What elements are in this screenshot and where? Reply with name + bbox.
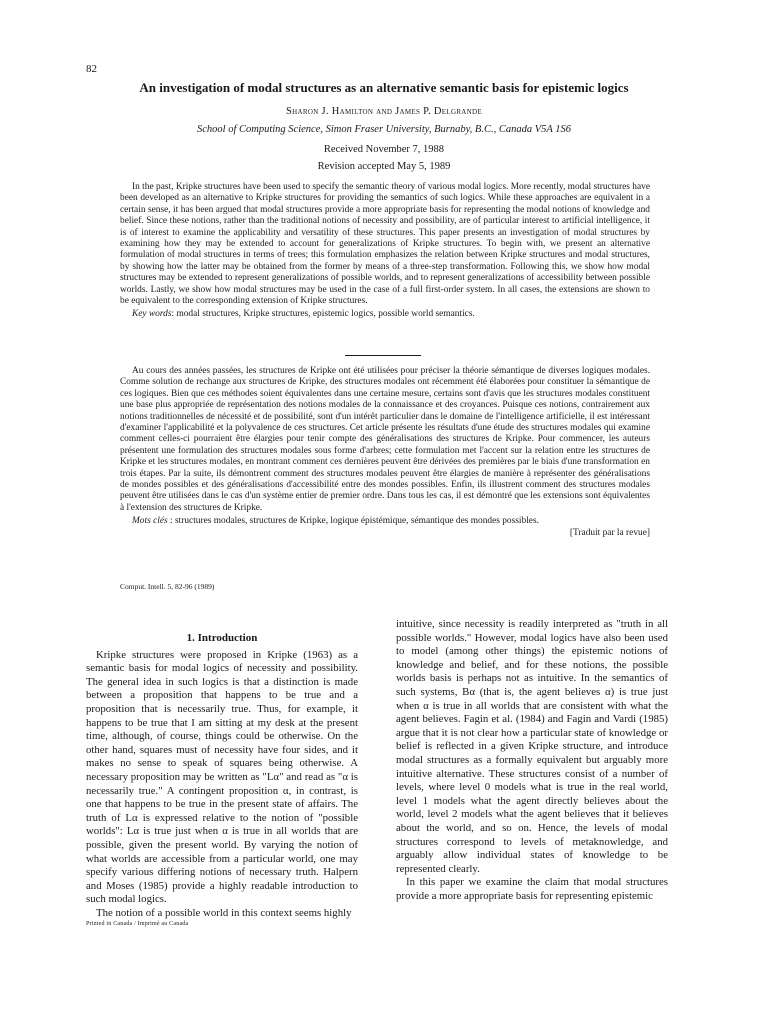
received-date: Received November 7, 1988 [323,144,445,155]
print-footer: Printed in Canada / Imprimé au Canada [86,921,189,927]
right-paragraph-2: In this paper we examine the claim that modal structures provide a more appropriate basis for representing epistemic [396,876,668,902]
affiliation: School of Computing Science, Simon Fraser University, Burnaby, B.C., Canada V5A 1S6 [197,124,571,135]
translation-note: [Traduit par la revue] [569,527,650,538]
authors: Sharon J. Hamilton and James P. Delgrande [286,106,482,117]
right-paragraph-1: intuitive, since necessity is readily interpreted as "truth in all possible worlds." However, modal logics have also been used to model (among other things) the epistemic notions of knowledge and belief, and for these notions, the possible worlds basis is perhaps not as intuitive. In the semantics of such systems, Bα (that is, the agent believes α) is true just when α is true in all worlds that are consistent with what the agent believes. Fagin et al. (1984) and Fagin and Vardi (1985) argue that it is not clear how a particular state of knowledge or belief is reflected in a given Kripke structure, and introduce modal structures as a formally equivalent but arguably more intuitive alternative. These structures consist of a number of levels, where level 0 models what is true in the real world, level 1 models what the agent directly believes about the world, level 2 models what the agent believes that it believes about the world, and so on. Hence, the levels of modal structures correspond to levels of metaknowledge, and arguably allow individual states of knowledge to be represented clearly. [396,618,668,875]
journal-reference: Comput. Intell. 5, 82-96 (1989) [120,582,215,591]
page-number: 82 [86,63,97,75]
keywords [120,309,650,320]
abstract-divider [345,355,421,356]
right-column [396,618,668,903]
revision-date: Revision accepted May 5, 1989 [317,161,451,172]
abstract-english [120,182,650,321]
abstract-french-text: Au cours des années passées, les structures de Kripke ont été utilisées pour préciser la théorie sémantique de diverses logiques modales. Comme solution de rechange aux structures de Kripke, des structures modales ont récemment été élaborées pour constituer la sémantique de ces logiques. Bien que ces méthodes soient équivalentes dans une certaine mesure, certains sont d'avis que les structures modales constituent une base plus appropriée de représentation des notions modales de la connaissance et des croyances. Puisque ces notions, contrairement aux notions traditionnelles de nécessité et de possibilité, sont d'un intérêt particulier dans le domaine de l'intelligence artificielle, il est intéressant d'examiner l'applicabilité et la polyvalence de ces structures. Cet article présente les résultats d'une étude des structures modales qui examine comment celles-ci pourraient être élargies pour tenir compte des généralisations des structures de Kripke. Pour commencer, les auteurs présentent une formulation des structures modales sous forme d'arbres; cette formulation met l'accent sur la relation entre les structures de Kripke et les structures modales, en montrant comment ces dernières peuvent être dérivées des premières par le biais d'une transformation en trois étapes. Par la suite, ils démontrent comment des structures modales peuvent être élargies de manière à représenter des généralisations de mondes possibles et des généralisations d'accessibilité entre des mondes possibles. Enfin, ils illustrent comment des structures modales peuvent être utilisées dans le cas d'un système entier de premier ordre. Dans tous les cas, il est démontré que les extensions sont équivalentes à l'extension des structures de Kripke. [120,366,650,513]
keywords-list: : modal structures, Kripke structures, epistemic logics, possible world semantics. [171,309,475,320]
mots-cles-list: : structures modales, structures de Kripke, logique épistémique, sémantique des mondes possibles. [167,516,539,527]
section-heading: 1. Introduction [186,632,258,644]
abstract-english-text: In the past, Kripke structures have been used to specify the semantic theory of various modal logics. More recently, modal structures have been developed as an alternative to Kripke structures for providing the semantics of such logics. While these approaches are equivalent in a certain sense, it has been argued that modal structures provide a more appropriate basis for representing the modal notions of knowledge and belief. Since these notions, rather than the traditional notions of necessity and possibility, are of particular interest to artificial intelligence, it is of interest to examine the applicability and versatility of these structures. This paper presents an investigation of modal structures by examining how they may be extended to account for generalizations of Kripke structures. To begin with, we present an alternative formulation of modal structures in terms of trees; this formulation emphasizes the relation between Kripke structures and modal structures, by showing how the latter may be obtained from the former by means of a three-step transformation. Following this, we show how modal structures may be extended to represent generalizations of possible worlds, and to represent generalizations of accessibility between possible worlds. Lastly, we show how modal structures may be used in the case of a full first-order system. In all cases, the extensions are shown to be equivalent to the corresponding extension of Kripke structures. [120,182,650,307]
left-column [86,632,358,920]
keywords-label: Key words [132,309,172,320]
intro-paragraph-1: Kripke structures were proposed in Kripke (1963) as a semantic basis for modal logics of necessity and possibility. The general idea in such logics is that a distinction is made between a proposition that happens to be true and a proposition that is necessarily true. Thus, for example, it happens to be true that I am sitting at my desk at the present time, although, of course, things could be otherwise. On the other hand, squares must of necessity have four sides, and it makes no sense to speak of squares being otherwise. A necessary proposition may be written as "Lα" and read as "α is necessarily true." A contingent proposition α, in contrast, is one that happens to be true in the present state of affairs. The truth of Lα is expressed relative to the notion of "possible worlds": Lα is true just when α is true in all worlds that are possible, given the present world. By varying the notion of what worlds are accessible from a particular world, one may specify various differing notions of necessary truth. Halpern and Moses (1985) provide a highly readable introduction to such modal logics. [86,648,358,906]
paper-title: An investigation of modal structures as an alternative semantic basis for epistemic logics [139,80,629,95]
mots-cles-label: Mots clés [132,516,168,527]
mots-cles [120,516,650,527]
abstract-french [120,366,650,539]
intro-paragraph-2: The notion of a possible world in this context seems highly [96,906,352,919]
